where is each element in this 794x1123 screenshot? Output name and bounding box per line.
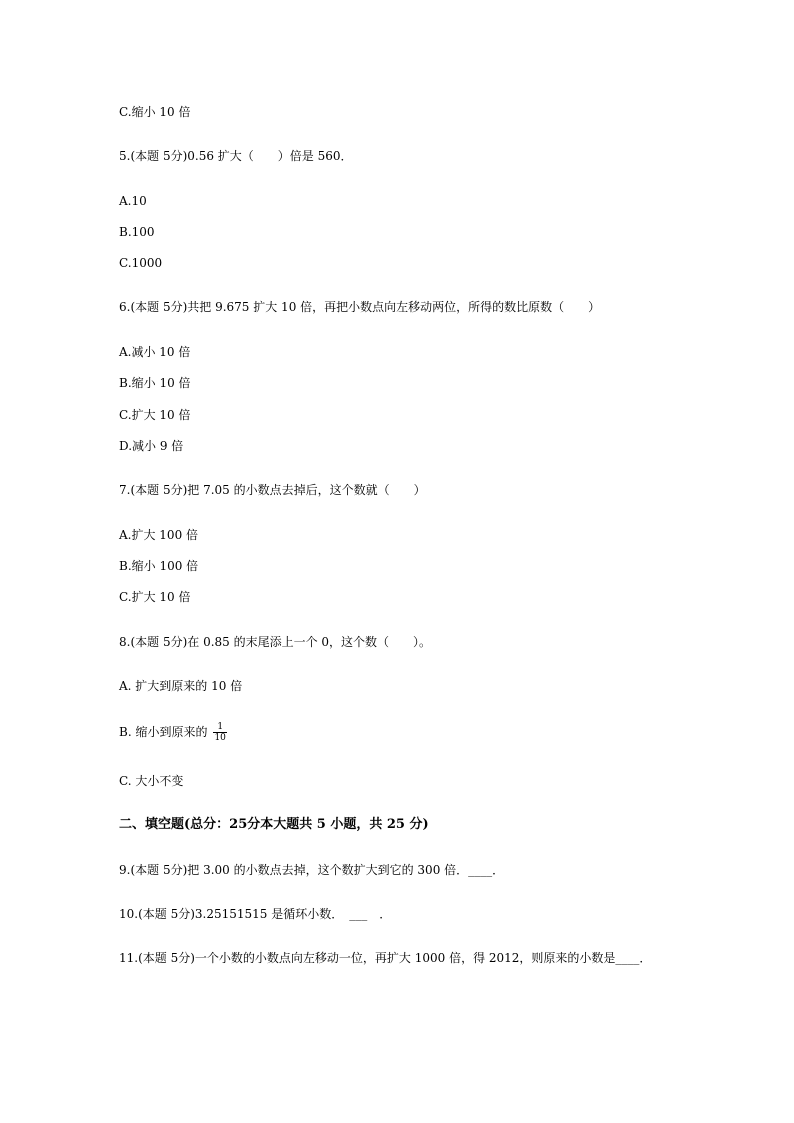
fraction-numerator: 1: [217, 722, 224, 732]
section-heading-fill-in: 二、填空题(总分：25分本大题共 5 小题，共 25 分): [119, 817, 429, 832]
fraction-denominator: 10: [214, 733, 226, 743]
q7-option-b: B.缩小 100 倍: [119, 559, 199, 573]
q4-option-c: C.缩小 10 倍: [119, 105, 191, 119]
question-10: 10.(本题 5分)3.25151515 是循环小数． ___ ．: [119, 907, 392, 921]
q8-option-a: A. 扩大到原来的 10 倍: [119, 679, 243, 693]
q5-option-c: C.1000: [119, 256, 163, 270]
q8-option-b-text: B. 缩小到原来的: [119, 725, 208, 739]
question-6: 6.(本题 5分)共把 9.675 扩大 10 倍，再把小数点向左移动两位，所得的数比原数（ ）: [119, 300, 601, 314]
q6-option-d: D.减小 9 倍: [119, 439, 184, 453]
q5-option-a: A.10: [119, 194, 147, 208]
question-7: 7.(本题 5分)把 7.05 的小数点去掉后，这个数就（ ）: [119, 483, 426, 497]
question-9: 9.(本题 5分)把 3.00 的小数点去掉，这个数扩大到它的 300 倍．____．: [119, 863, 505, 877]
q7-option-a: A.扩大 100 倍: [119, 528, 199, 542]
q6-option-a: A.减小 10 倍: [119, 345, 191, 359]
question-5: 5.(本题 5分)0.56 扩大（ ）倍是 560．: [119, 149, 353, 163]
q5-option-b: B.100: [119, 225, 155, 239]
question-11: 11.(本题 5分)一个小数的小数点向左移动一位，再扩大 1000 倍，得 2012，则原来的小数是____．: [119, 951, 652, 965]
q8-option-c: C. 大小不变: [119, 774, 184, 788]
q7-option-c: C.扩大 10 倍: [119, 590, 191, 604]
q8-option-b: [119, 722, 227, 743]
q6-option-c: C.扩大 10 倍: [119, 408, 191, 422]
question-8: 8.(本题 5分)在 0.85 的末尾添上一个 0，这个数（ ）。: [119, 635, 432, 649]
fraction-one-tenth: [213, 722, 226, 743]
q6-option-b: B.缩小 10 倍: [119, 376, 191, 390]
